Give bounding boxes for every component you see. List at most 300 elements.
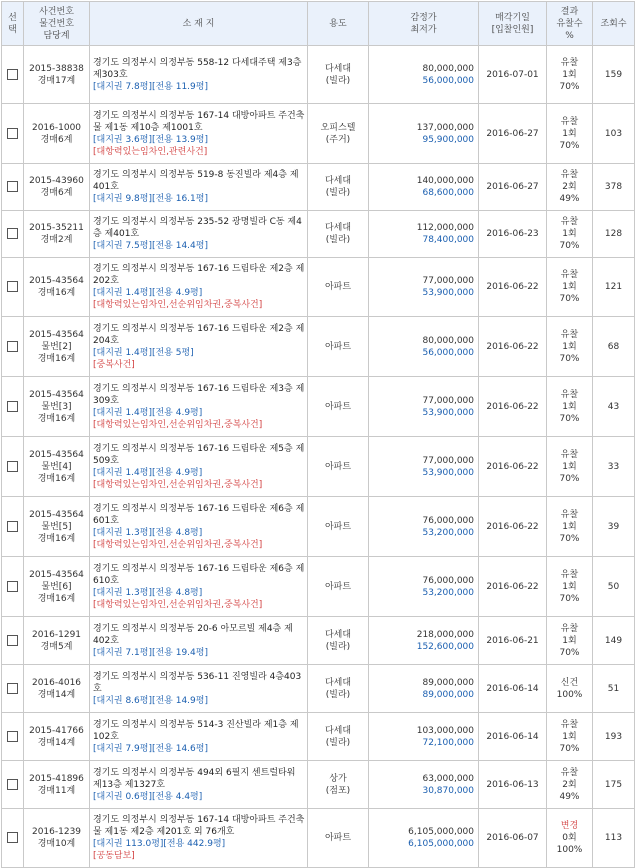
- row-select-checkbox[interactable]: [7, 461, 18, 472]
- special-note-tags: [공동담보]: [93, 851, 135, 861]
- usage-cell: [308, 211, 369, 258]
- land-area: [대지권 1.3평][전용 4.8평]: [93, 527, 203, 538]
- land-area: [대지권 1.4평][전용 4.9평]: [93, 467, 203, 478]
- views-cell: [593, 437, 635, 497]
- case-number[interactable]: 2015-43564: [29, 329, 84, 340]
- fail-count: 1회: [562, 341, 577, 352]
- land-area: [대지권 7.9평][전용 14.6평]: [93, 743, 208, 754]
- auction-status: 신건: [560, 677, 579, 688]
- table-row: [2, 761, 635, 809]
- case-cell: [24, 665, 90, 713]
- views-cell: [593, 713, 635, 761]
- table-row: [2, 497, 635, 557]
- case-number[interactable]: 2016-1000: [31, 122, 82, 133]
- header-views: 조회수: [593, 2, 635, 46]
- property-address[interactable]: 경기도 의정부시 의정부동 167-16 드림타운 제2층 제202호: [93, 264, 305, 286]
- property-address[interactable]: 경기도 의정부시 의정부동 20-6 아모르빌 제4층 제402호: [93, 623, 293, 646]
- special-note-tags: [대항력있는임차인,선순위임차권,중복사건]: [93, 539, 263, 550]
- minimum-price: 56,000,000: [422, 75, 474, 86]
- row-select-checkbox[interactable]: [7, 128, 18, 139]
- table-row: [2, 617, 635, 665]
- view-count: 121: [604, 282, 623, 292]
- view-count: 51: [607, 683, 620, 694]
- views-cell: [593, 164, 635, 211]
- views-cell: [593, 497, 635, 557]
- header-price: 감정가 최저가: [369, 2, 479, 46]
- auction-status: 유찰: [560, 449, 579, 460]
- result-cell: [547, 46, 593, 104]
- auction-status: 유찰: [560, 329, 579, 340]
- row-select-checkbox[interactable]: [7, 683, 18, 694]
- property-address[interactable]: 경기도 의정부시 의정부동 167-14 대방아파트 주건축물 제1동 제2층 제201호 외 76개호: [93, 815, 305, 837]
- location-cell: [90, 317, 308, 377]
- minimum-price: 53,900,000: [422, 407, 474, 418]
- property-address[interactable]: 경기도 의정부시 의정부동 235-52 광명빌라 C동 제4층 제401호: [93, 217, 302, 239]
- sale-date-cell: [479, 809, 547, 868]
- appraisal-price: 80,000,000: [422, 63, 474, 74]
- price-ratio: 70%: [559, 294, 580, 304]
- item-number: 물번[4]: [41, 461, 72, 472]
- land-area: [대지권 7.5평][전용 14.4평]: [93, 241, 208, 251]
- case-cell: [24, 104, 90, 164]
- item-number: 물번[3]: [41, 401, 72, 412]
- auction-status: 유찰: [560, 623, 579, 634]
- price-ratio: 70%: [559, 81, 580, 92]
- usage-type: 상가 (점포): [325, 773, 351, 796]
- auction-status: 변경: [560, 821, 579, 831]
- sale-date: 2016-06-22: [486, 521, 539, 532]
- special-note-tags: [대항력있는임차인,선순위임차권,중복사건]: [93, 599, 263, 610]
- sale-date-cell: [479, 164, 547, 211]
- case-number[interactable]: 2015-43564: [29, 276, 84, 286]
- court-department: 경매10계: [37, 839, 76, 849]
- price-cell: [369, 617, 479, 665]
- usage-cell: [308, 617, 369, 665]
- table-row: [2, 809, 635, 868]
- appraisal-price: 76,000,000: [422, 575, 474, 586]
- location-cell: [90, 258, 308, 317]
- usage-cell: [308, 46, 369, 104]
- appraisal-price: 103,000,000: [416, 725, 474, 736]
- views-cell: [593, 665, 635, 713]
- land-area: [대지권 7.1평][전용 19.4평]: [93, 647, 208, 658]
- price-cell: [369, 46, 479, 104]
- property-address[interactable]: 경기도 의정부시 의정부동 167-16 드림타운 제5층 제509호: [93, 443, 305, 466]
- appraisal-price: 77,000,000: [422, 455, 474, 466]
- usage-type: 아파트: [324, 401, 352, 412]
- property-address[interactable]: 경기도 의정부시 의정부동 167-16 드림타운 제2층 제204호: [93, 323, 305, 346]
- header-case: 사건번호 물건번호 담당계: [24, 2, 90, 46]
- case-number[interactable]: 2015-35211: [29, 223, 84, 233]
- case-number[interactable]: 2015-41766: [29, 725, 84, 736]
- fail-count: 1회: [562, 731, 577, 742]
- location-cell: [90, 557, 308, 617]
- usage-cell: [308, 809, 369, 868]
- sale-date: 2016-06-22: [486, 282, 539, 292]
- usage-type: 다세대 (빌라): [324, 223, 352, 245]
- select-cell: [2, 437, 24, 497]
- view-count: 103: [604, 128, 623, 139]
- view-count: 378: [604, 182, 623, 192]
- price-ratio: 70%: [559, 473, 580, 484]
- sale-date-cell: [479, 665, 547, 713]
- price-cell: [369, 497, 479, 557]
- case-number[interactable]: 2015-43564: [29, 509, 84, 520]
- location-cell: [90, 211, 308, 258]
- appraisal-price: 89,000,000: [422, 677, 474, 688]
- case-number[interactable]: 2015-38838: [29, 63, 84, 74]
- select-cell: [2, 164, 24, 211]
- court-department: 경매14계: [37, 689, 76, 700]
- sale-date-cell: [479, 377, 547, 437]
- views-cell: [593, 809, 635, 868]
- price-ratio: 70%: [559, 593, 580, 604]
- usage-cell: [308, 557, 369, 617]
- select-cell: [2, 713, 24, 761]
- sale-date: 2016-07-01: [486, 69, 539, 80]
- property-address[interactable]: 경기도 의정부시 의정부동 494외 6필지 센트럴타워 제13층 제1327호: [93, 767, 296, 790]
- usage-cell: [308, 665, 369, 713]
- price-cell: [369, 437, 479, 497]
- appraisal-price: 80,000,000: [422, 335, 474, 346]
- minimum-price: 30,870,000: [422, 785, 474, 796]
- minimum-price: 89,000,000: [422, 689, 474, 700]
- select-cell: [2, 211, 24, 258]
- property-address[interactable]: 경기도 의정부시 의정부동 167-16 드림타운 제6층 제601호: [93, 503, 305, 526]
- usage-cell: [308, 377, 369, 437]
- select-cell: [2, 377, 24, 437]
- row-select-checkbox[interactable]: [7, 635, 18, 646]
- fail-count: 1회: [562, 401, 577, 412]
- row-select-checkbox[interactable]: [7, 779, 18, 790]
- view-count: 33: [607, 461, 620, 472]
- price-cell: [369, 211, 479, 258]
- location-cell: [90, 617, 308, 665]
- appraisal-price: 112,000,000: [416, 223, 474, 233]
- case-cell: [24, 258, 90, 317]
- sale-date: 2016-06-22: [486, 461, 539, 472]
- minimum-price: 53,200,000: [422, 587, 474, 598]
- result-cell: [547, 377, 593, 437]
- appraisal-price: 63,000,000: [422, 773, 474, 784]
- location-cell: [90, 713, 308, 761]
- sale-date-cell: [479, 211, 547, 258]
- select-cell: [2, 617, 24, 665]
- price-ratio: 70%: [559, 647, 580, 658]
- appraisal-price: 6,105,000,000: [408, 827, 474, 837]
- price-cell: [369, 809, 479, 868]
- table-row: [2, 211, 635, 258]
- property-address[interactable]: 경기도 의정부시 의정부동 536-11 진영빌라 4층403호: [93, 671, 302, 694]
- special-note-tags: [대항력있는임차인,관련사건]: [93, 146, 208, 157]
- usage-type: 아파트: [324, 461, 352, 472]
- price-cell: [369, 317, 479, 377]
- case-number[interactable]: 2015-43564: [29, 449, 84, 460]
- fail-count: 1회: [562, 128, 577, 139]
- court-department: 경매5계: [40, 641, 73, 652]
- price-ratio: 49%: [559, 791, 580, 802]
- view-count: 193: [604, 731, 623, 742]
- views-cell: [593, 258, 635, 317]
- select-cell: [2, 46, 24, 104]
- fail-count: 2회: [562, 779, 577, 790]
- minimum-price: 56,000,000: [422, 347, 474, 358]
- usage-type: 오피스텔 (주거): [320, 122, 356, 145]
- location-cell: [90, 377, 308, 437]
- usage-type: 다세대 (빌라): [324, 629, 352, 652]
- case-cell: [24, 809, 90, 868]
- row-select-checkbox[interactable]: [7, 228, 18, 239]
- case-cell: [24, 211, 90, 258]
- case-number[interactable]: 2016-1239: [31, 827, 82, 837]
- views-cell: [593, 211, 635, 258]
- row-select-checkbox[interactable]: [7, 731, 18, 742]
- special-note-tags: [대항력있는임차인,선순위임차권,중복사건]: [93, 419, 263, 430]
- sale-date: 2016-06-21: [486, 635, 539, 646]
- case-number[interactable]: 2015-43564: [29, 569, 84, 580]
- case-cell: [24, 557, 90, 617]
- price-ratio: 70%: [559, 533, 580, 544]
- land-area: [대지권 113.0평][전용 442.9평]: [93, 839, 226, 849]
- views-cell: [593, 617, 635, 665]
- sale-date: 2016-06-22: [486, 401, 539, 412]
- land-area: [대지권 0.6평][전용 4.4평]: [93, 791, 203, 802]
- case-cell: [24, 437, 90, 497]
- usage-cell: [308, 258, 369, 317]
- select-cell: [2, 761, 24, 809]
- row-select-checkbox[interactable]: [7, 341, 18, 352]
- price-ratio: 70%: [559, 413, 580, 424]
- usage-type: 아파트: [324, 282, 352, 292]
- item-number: 물번[6]: [41, 581, 72, 592]
- price-ratio: 70%: [559, 241, 580, 251]
- usage-type: 아파트: [324, 833, 352, 843]
- usage-type: 다세대 (빌라): [324, 63, 352, 86]
- court-department: 경매17계: [37, 75, 76, 86]
- select-cell: [2, 665, 24, 713]
- auction-status: 유찰: [560, 509, 579, 520]
- usage-type: 아파트: [324, 581, 352, 592]
- table-row: [2, 437, 635, 497]
- price-cell: [369, 258, 479, 317]
- fail-count: 0회: [562, 833, 577, 843]
- row-select-checkbox[interactable]: [7, 521, 18, 532]
- sale-date: 2016-06-27: [486, 128, 539, 139]
- view-count: 68: [607, 341, 620, 352]
- case-cell: [24, 761, 90, 809]
- table-row: [2, 46, 635, 104]
- table-row: [2, 377, 635, 437]
- sale-date-cell: [479, 317, 547, 377]
- sale-date-cell: [479, 104, 547, 164]
- fail-count: 1회: [562, 461, 577, 472]
- result-cell: [547, 713, 593, 761]
- header-date: 매각기일 [입찰인원]: [479, 2, 547, 46]
- row-select-checkbox[interactable]: [7, 281, 18, 292]
- minimum-price: 152,600,000: [416, 641, 474, 652]
- table-row: [2, 258, 635, 317]
- price-ratio: 100%: [556, 689, 583, 700]
- sale-date-cell: [479, 258, 547, 317]
- land-area: [대지권 7.8평][전용 11.9평]: [93, 81, 208, 92]
- case-cell: [24, 617, 90, 665]
- usage-type: 다세대 (빌라): [324, 176, 352, 198]
- usage-type: 아파트: [324, 341, 352, 352]
- usage-type: 다세대 (빌라): [324, 677, 352, 700]
- usage-cell: [308, 713, 369, 761]
- court-department: 경매16계: [37, 288, 76, 298]
- appraisal-price: 77,000,000: [422, 395, 474, 406]
- price-ratio: 70%: [559, 140, 580, 151]
- header-select: 선 택: [2, 2, 24, 46]
- location-cell: [90, 761, 308, 809]
- auction-status: 유찰: [560, 57, 579, 68]
- view-count: 159: [604, 69, 623, 80]
- property-address[interactable]: 경기도 의정부시 의정부동 167-16 드림타운 제3층 제309호: [93, 383, 305, 406]
- case-number[interactable]: 2015-43564: [29, 389, 84, 400]
- result-cell: [547, 557, 593, 617]
- land-area: [대지권 1.4평][전용 5평]: [93, 347, 194, 358]
- table-row: [2, 317, 635, 377]
- sale-date: 2016-06-14: [486, 731, 539, 742]
- fail-count: 1회: [562, 229, 577, 239]
- case-number[interactable]: 2016-1291: [31, 629, 82, 640]
- view-count: 149: [604, 635, 623, 646]
- property-address[interactable]: 경기도 의정부시 의정부동 558-12 다세대주택 제3층 제303호: [93, 57, 302, 80]
- special-note-tags: [대항력있는임차인,선순위임차권,중복사건]: [93, 300, 263, 310]
- item-number: 물번[2]: [41, 341, 72, 352]
- table-header-row: [2, 2, 635, 46]
- fail-count: 2회: [562, 182, 577, 192]
- item-number: 물번[5]: [41, 521, 72, 532]
- sale-date-cell: [479, 761, 547, 809]
- location-cell: [90, 809, 308, 868]
- row-select-checkbox[interactable]: [7, 401, 18, 412]
- sale-date-cell: [479, 497, 547, 557]
- property-address[interactable]: 경기도 의정부시 의정부동 514-3 진산빌라 제1층 제102호: [93, 719, 299, 742]
- price-ratio: 100%: [556, 845, 583, 855]
- row-select-checkbox[interactable]: [7, 581, 18, 592]
- minimum-price: 53,900,000: [422, 288, 474, 298]
- court-department: 경매6계: [40, 134, 73, 145]
- view-count: 128: [604, 229, 623, 239]
- views-cell: [593, 46, 635, 104]
- price-cell: [369, 761, 479, 809]
- usage-cell: [308, 104, 369, 164]
- sale-date: 2016-06-14: [486, 683, 539, 694]
- select-cell: [2, 557, 24, 617]
- usage-cell: [308, 437, 369, 497]
- special-note-tags: [대항력있는임차인,선순위임차권,중복사건]: [93, 479, 263, 490]
- price-ratio: 70%: [559, 743, 580, 754]
- select-cell: [2, 497, 24, 557]
- row-select-checkbox[interactable]: [7, 69, 18, 80]
- location-cell: [90, 164, 308, 211]
- view-count: 43: [607, 401, 620, 412]
- result-cell: [547, 211, 593, 258]
- special-note-tags: [중복사건]: [93, 359, 135, 370]
- property-address[interactable]: 경기도 의정부시 의정부동 167-16 드림타운 제6층 제610호: [93, 563, 305, 586]
- result-cell: [547, 761, 593, 809]
- case-number[interactable]: 2015-41896: [29, 773, 84, 784]
- minimum-price: 53,200,000: [422, 527, 474, 538]
- court-department: 경매16계: [37, 353, 76, 364]
- land-area: [대지권 3.6평][전용 13.9평]: [93, 134, 208, 145]
- sale-date-cell: [479, 557, 547, 617]
- result-cell: [547, 437, 593, 497]
- auction-status: 유찰: [560, 170, 579, 180]
- row-select-checkbox[interactable]: [7, 832, 18, 843]
- case-cell: [24, 713, 90, 761]
- minimum-price: 6,105,000,000: [408, 839, 474, 849]
- property-address[interactable]: 경기도 의정부시 의정부동 519-8 동진빌라 제4층 제401호: [93, 170, 299, 192]
- price-cell: [369, 557, 479, 617]
- case-number[interactable]: 2016-4016: [31, 677, 82, 688]
- property-address[interactable]: 경기도 의정부시 의정부동 167-14 대방아파트 주건축물 제1동 제10층 제1001호: [93, 110, 305, 133]
- usage-cell: [308, 497, 369, 557]
- auction-status: 유찰: [560, 116, 579, 127]
- table-row: [2, 713, 635, 761]
- price-cell: [369, 164, 479, 211]
- views-cell: [593, 557, 635, 617]
- sale-date-cell: [479, 617, 547, 665]
- select-cell: [2, 809, 24, 868]
- views-cell: [593, 104, 635, 164]
- auction-status: 유찰: [560, 389, 579, 400]
- location-cell: [90, 497, 308, 557]
- minimum-price: 53,900,000: [422, 467, 474, 478]
- sale-date: 2016-06-23: [486, 229, 539, 239]
- court-department: 경매6계: [40, 188, 73, 198]
- minimum-price: 78,400,000: [422, 235, 474, 245]
- location-cell: [90, 665, 308, 713]
- minimum-price: 68,600,000: [422, 188, 474, 198]
- usage-cell: [308, 317, 369, 377]
- price-ratio: 49%: [559, 194, 580, 204]
- location-cell: [90, 46, 308, 104]
- minimum-price: 95,900,000: [422, 134, 474, 145]
- land-area: [대지권 8.6평][전용 14.9평]: [93, 695, 208, 706]
- court-department: 경매2계: [40, 235, 73, 245]
- usage-type: 아파트: [324, 521, 352, 532]
- case-number[interactable]: 2015-43960: [29, 176, 84, 186]
- price-cell: [369, 104, 479, 164]
- table-row: [2, 557, 635, 617]
- court-department: 경매16계: [37, 533, 76, 544]
- select-cell: [2, 104, 24, 164]
- sale-date: 2016-06-07: [486, 833, 539, 843]
- select-cell: [2, 317, 24, 377]
- appraisal-price: 137,000,000: [416, 122, 474, 133]
- court-department: 경매14계: [37, 737, 76, 748]
- location-cell: [90, 104, 308, 164]
- auction-status: 유찰: [560, 767, 579, 778]
- select-cell: [2, 258, 24, 317]
- land-area: [대지권 1.4평][전용 4.9평]: [93, 407, 203, 418]
- header-usage: 용도: [308, 2, 369, 46]
- views-cell: [593, 317, 635, 377]
- price-cell: [369, 713, 479, 761]
- auction-status: 유찰: [560, 270, 579, 280]
- row-select-checkbox[interactable]: [7, 181, 18, 192]
- land-area: [대지권 9.8평][전용 16.1평]: [93, 194, 208, 204]
- land-area: [대지권 1.4평][전용 4.9평]: [93, 288, 203, 298]
- view-count: 50: [607, 581, 620, 592]
- sale-date: 2016-06-27: [486, 182, 539, 192]
- view-count: 175: [604, 779, 623, 790]
- price-ratio: 70%: [559, 353, 580, 364]
- header-location: 소 재 지: [90, 2, 308, 46]
